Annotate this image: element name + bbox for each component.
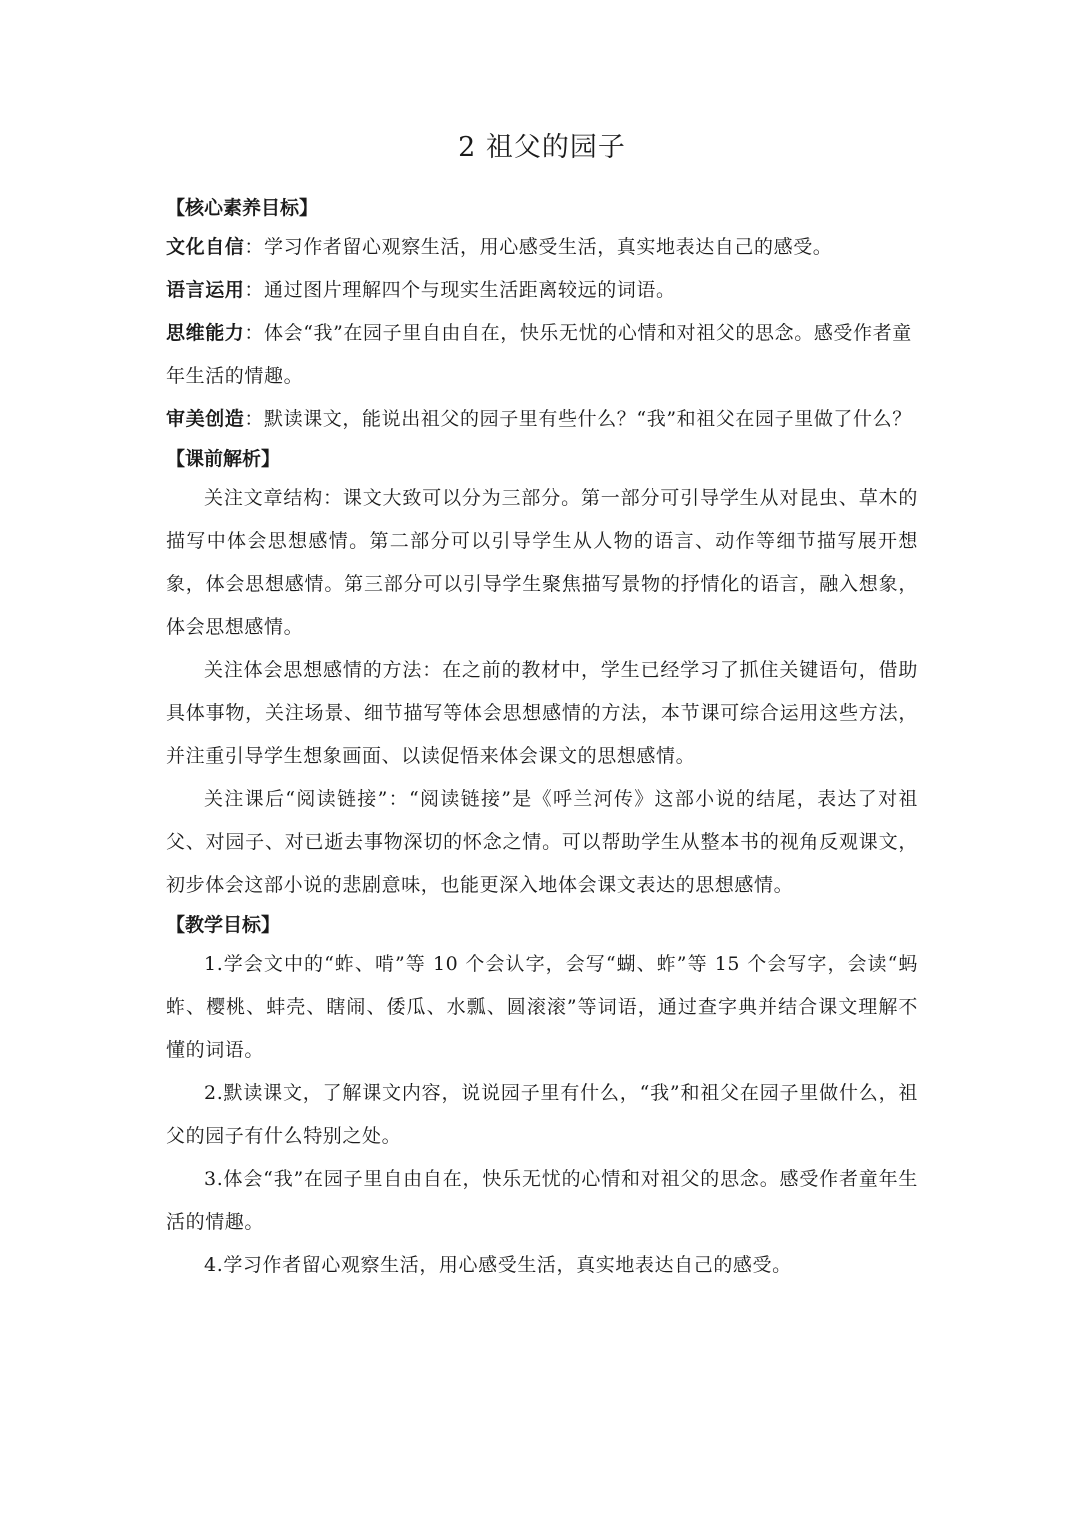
- core-item-aesthetic: [166, 398, 918, 441]
- page-title: 2 祖父的园子: [458, 132, 626, 163]
- analysis-heading: 【课前解析】: [166, 448, 281, 470]
- core-item-language: [166, 269, 918, 312]
- core-item-text: ：体会“我”在园子里自由自在，快乐无忧的心情和对祖父的思念。感受作者童年生活的情趣。: [166, 322, 912, 387]
- core-item-text: ：学习作者留心观察生活，用心感受生活，真实地表达自己的感受。: [244, 236, 833, 258]
- goals-section: [166, 907, 918, 1287]
- core-item-text: ：默读课文，能说出祖父的园子里有些什么？“我”和祖父在园子里做了什么？: [244, 408, 912, 430]
- core-item-label: 语言运用: [166, 279, 245, 301]
- document-page: [166, 128, 918, 1287]
- core-section: [166, 190, 918, 441]
- analysis-paragraph: 关注文章结构：课文大致可以分为三部分。第一部分可引导学生从对昆虫、草木的描写中体会思想感情。第二部分可以引导学生从人物的语言、动作等细节描写展开想象，体会思想感情。第三部分可以引导学生聚焦描写景物的抒情化的语言，融入想象，体会思想感情。: [166, 487, 918, 638]
- core-item-culture: [166, 226, 918, 269]
- goal-item: 1.学会文中的“蚱、啃”等 10 个会认字，会写“蝴、蚱”等 15 个会写字，会读“蚂蚱、樱桃、蚌壳、瞎闹、倭瓜、水瓢、圆滚滚”等词语，通过查字典并结合课文理解不懂的词语。: [166, 953, 918, 1061]
- analysis-paragraph: 关注体会思想感情的方法：在之前的教材中，学生已经学习了抓住关键语句，借助具体事物，关注场景、细节描写等体会思想感情的方法，本节课可综合运用这些方法，并注重引导学生想象画面、以读促悟来体会课文的思想感情。: [166, 659, 918, 767]
- core-item-text: ：通过图片理解四个与现实生活距离较远的词语。: [244, 279, 676, 301]
- analysis-paragraph: 关注课后“阅读链接”：“阅读链接”是《呼兰河传》这部小说的结尾，表达了对祖父、对园子、对已逝去事物深切的怀念之情。可以帮助学生从整本书的视角反观课文，初步体会这部小说的悲剧意味，也能更深入地体会课文表达的思想感情。: [166, 788, 918, 896]
- goal-item: 3.体会“我”在园子里自由自在，快乐无忧的心情和对祖父的思念。感受作者童年生活的情趣。: [166, 1168, 918, 1233]
- core-item-label: 审美创造: [166, 408, 245, 430]
- goal-item: 4.学习作者留心观察生活，用心感受生活，真实地表达自己的感受。: [204, 1254, 792, 1276]
- core-item-label: 思维能力: [166, 322, 245, 344]
- goals-heading: 【教学目标】: [166, 914, 281, 936]
- core-item-thinking: [166, 312, 918, 398]
- core-heading: 【核心素养目标】: [166, 197, 319, 219]
- core-item-label: 文化自信: [166, 236, 245, 258]
- analysis-section: [166, 441, 918, 907]
- goal-item: 2.默读课文，了解课文内容，说说园子里有什么，“我”和祖父在园子里做什么，祖父的园子有什么特别之处。: [166, 1082, 918, 1147]
